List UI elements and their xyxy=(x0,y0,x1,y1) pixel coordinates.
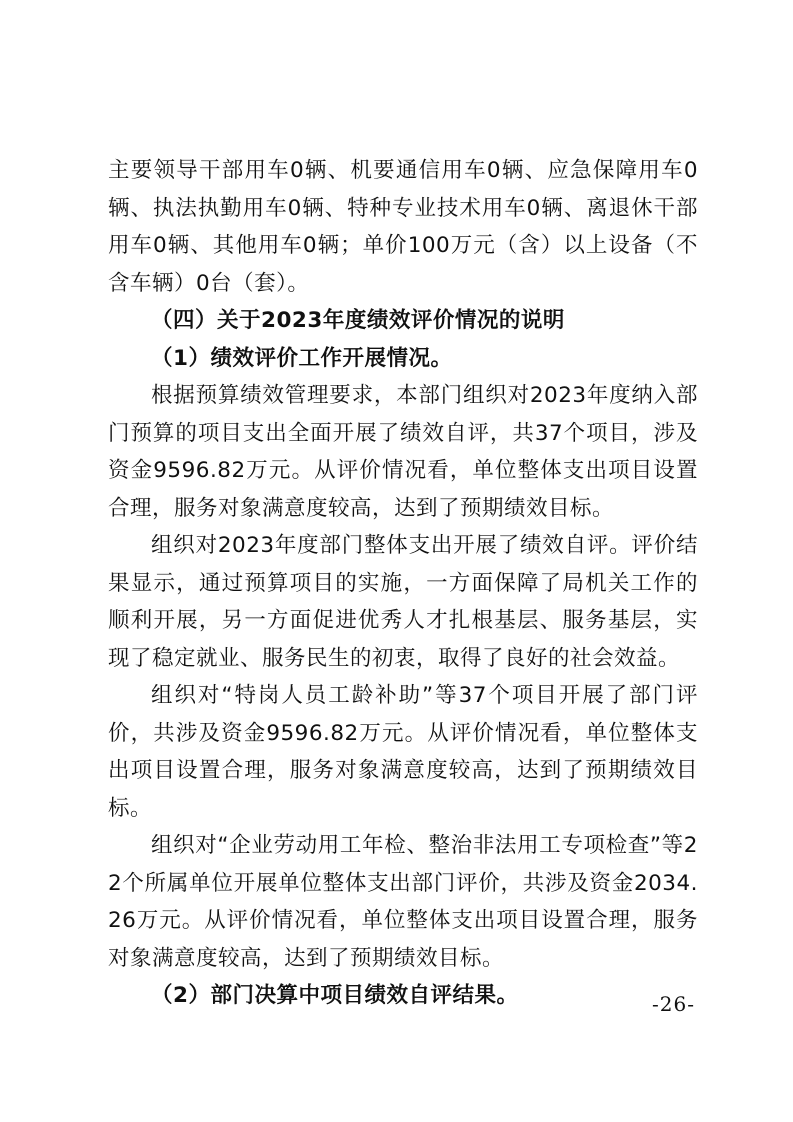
section-heading-performance-evaluation: （四）关于2023年度绩效评价情况的说明 xyxy=(151,308,565,333)
paragraph-overall-expenditure-evaluation: 组织对2023年度部门整体支出开展了绩效自评。评价结果显示，通过预算项目的实施，一方面保障了局机关工作的顺利开展，另一方面促进优秀人才扎根基层、服务基层，实现了稳定就业、服务民生的初衷，取得了良好的社会效益。 xyxy=(108,533,698,671)
subsection-heading-evaluation-work: （1）绩效评价工作开展情况。 xyxy=(151,345,453,371)
document-body xyxy=(108,152,698,1015)
page-number: -26- xyxy=(652,992,695,1016)
paragraph-unit-evaluation: 组织对“企业劳动用工年检、整治非法用工专项检查”等22个所属单位开展单位整体支出部门评价，共涉及资金2034.26万元。从评价情况看，单位整体支出项目设置合理，服务对象满意度较高，达到了预期绩效目标。 xyxy=(108,833,698,971)
paragraph-vehicle-count: 主要领导干部用车0辆、机要通信用车0辆、应急保障用车0辆、执法执勤用车0辆、特种专业技术用车0辆、离退休干部用车0辆、其他用车0辆；单价100万元（含）以上设备（不含车辆）0台（套）。 xyxy=(108,158,698,296)
paragraph-department-evaluation: 组织对“特岗人员工龄补助”等37个项目开展了部门评价，共涉及资金9596.82万元。从评价情况看，单位整体支出项目设置合理，服务对象满意度较高，达到了预期绩效目标。 xyxy=(108,683,698,821)
paragraph-project-self-evaluation: 根据预算绩效管理要求，本部门组织对2023年度纳入部门预算的项目支出全面开展了绩效自评，共37个项目，涉及资金9596.82万元。从评价情况看，单位整体支出项目设置合理，服务对象满意度较高，达到了预期绩效目标。 xyxy=(108,383,698,521)
subsection-heading-self-evaluation-results: （2）部门决算中项目绩效自评结果。 xyxy=(151,983,519,1008)
